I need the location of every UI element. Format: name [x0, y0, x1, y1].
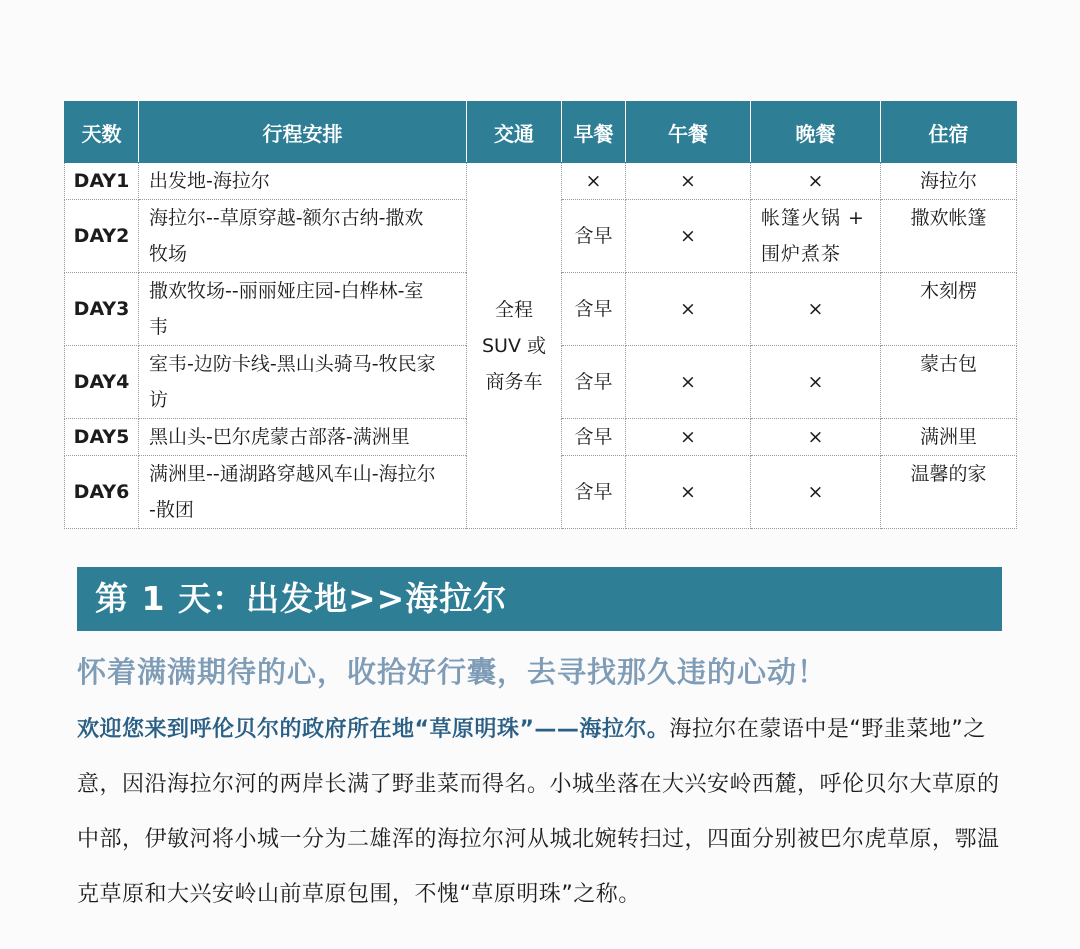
lunch-cell: × — [626, 419, 751, 456]
route-cell — [139, 200, 467, 273]
dinner-cell: × — [751, 419, 881, 456]
table-header-row — [65, 102, 1017, 163]
route-line: 满洲里--通湖路穿越风车山-海拉尔 — [149, 463, 436, 485]
route-cell — [139, 273, 467, 346]
route-line: 访 — [149, 389, 169, 411]
header-route: 行程安排 — [139, 102, 467, 163]
lunch-cell: × — [626, 456, 751, 529]
day-cell: DAY3 — [65, 273, 139, 346]
breakfast-cell: 含早 — [562, 346, 626, 419]
day-cell: DAY1 — [65, 163, 139, 200]
route-line: 牧场 — [149, 243, 188, 265]
route-line: 韦 — [149, 316, 169, 338]
dinner-cell: × — [751, 456, 881, 529]
route-cell: 出发地-海拉尔 — [139, 163, 467, 200]
day-cell: DAY4 — [65, 346, 139, 419]
route-cell — [139, 346, 467, 419]
header-transport: 交通 — [467, 102, 562, 163]
stay-cell: 海拉尔 — [881, 163, 1017, 200]
breakfast-cell: × — [562, 163, 626, 200]
day1-subtitle: 怀着满满期待的心，收拾好行囊，去寻找那久违的心动！ — [77, 655, 828, 689]
stay-cell: 温馨的家 — [881, 456, 1017, 529]
route-line: 室韦-边防卡线-黑山头骑马-牧民家 — [149, 353, 436, 375]
dinner-line: 围炉煮茶 — [761, 243, 842, 265]
stay-cell: 满洲里 — [881, 419, 1017, 456]
transport-cell — [467, 163, 562, 529]
stay-cell: 撒欢帐篷 — [881, 200, 1017, 273]
route-line: 撒欢牧场--丽丽娅庄园-白桦林-室 — [149, 280, 424, 302]
header-day: 天数 — [65, 102, 139, 163]
lunch-cell: × — [626, 346, 751, 419]
day-cell: DAY5 — [65, 419, 139, 456]
transport-line: 商务车 — [485, 370, 543, 393]
route-cell — [139, 456, 467, 529]
lunch-cell: × — [626, 200, 751, 273]
stay-cell: 蒙古包 — [881, 346, 1017, 419]
header-lunch: 午餐 — [626, 102, 751, 163]
table-row — [65, 163, 1017, 200]
day1-paragraph — [77, 702, 1007, 922]
breakfast-cell: 含早 — [562, 419, 626, 456]
stay-cell: 木刻楞 — [881, 273, 1017, 346]
lunch-cell: × — [626, 273, 751, 346]
transport-line: SUV 或 — [481, 334, 546, 357]
header-breakfast: 早餐 — [562, 102, 626, 163]
route-line: -散团 — [149, 499, 194, 521]
breakfast-cell: 含早 — [562, 200, 626, 273]
dinner-cell: × — [751, 163, 881, 200]
route-line: 海拉尔--草原穿越-额尔古纳-撒欢 — [149, 207, 424, 229]
paragraph-body: 海拉尔在蒙语中是“野韭菜地”之意，因沿海拉尔河的两岸长满了野韭菜而得名。小城坐落在大兴安岭西麓，呼伦贝尔大草原的中部，伊敏河将小城一分为二雄浑的海拉尔河从城北婉转扫过，四面分别被巴尔虎草原，鄂温克草原和大兴安岭山前草原包围，不愧“草原明珠”之称。 — [77, 717, 1000, 907]
dinner-line: 帐篷火锅 + — [761, 207, 865, 229]
paragraph-lead: 欢迎您来到呼伦贝尔的政府所在地“草原明珠”——海拉尔。 — [77, 717, 670, 742]
day-cell: DAY6 — [65, 456, 139, 529]
dinner-cell: × — [751, 273, 881, 346]
breakfast-cell: 含早 — [562, 456, 626, 529]
breakfast-cell: 含早 — [562, 273, 626, 346]
dinner-cell — [751, 200, 881, 273]
route-cell: 黑山头-巴尔虎蒙古部落-满洲里 — [139, 419, 467, 456]
lunch-cell: × — [626, 163, 751, 200]
dinner-cell: × — [751, 346, 881, 419]
transport-line: 全程 — [494, 298, 533, 321]
header-dinner: 晚餐 — [751, 102, 881, 163]
header-stay: 住宿 — [881, 102, 1017, 163]
itinerary-table — [64, 101, 1017, 529]
day1-banner: 第 1 天：出发地>>海拉尔 — [77, 567, 1002, 631]
day-cell: DAY2 — [65, 200, 139, 273]
